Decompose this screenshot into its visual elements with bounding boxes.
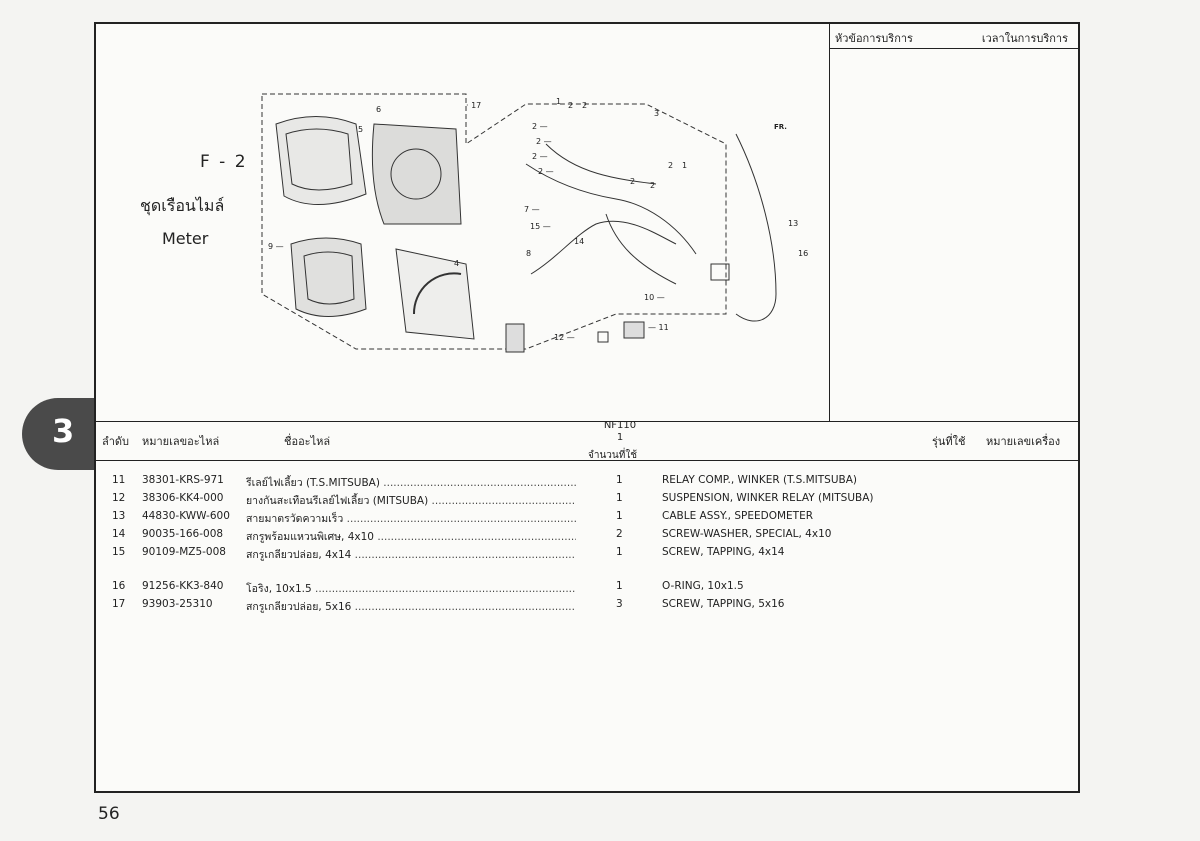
section-tab — [22, 398, 94, 470]
service-topic-label: หัวข้อการบริการ — [835, 32, 913, 45]
table-cell: 13 — [112, 510, 126, 522]
svg-text:FR.: FR. — [774, 123, 787, 131]
svg-text:2: 2 — [630, 177, 636, 186]
table-cell: ยางกันสะเทือนรีเลย์ไฟเลี้ยว (MITSUBA) ..... — [246, 492, 576, 509]
table-row — [96, 528, 1078, 544]
svg-text:4: 4 — [454, 259, 460, 268]
figure-code: F - 2 — [200, 152, 248, 172]
table-cell: 15 — [112, 546, 126, 558]
table-cell: 93903-25310 — [142, 598, 213, 610]
table-cell: รีเลย์ไฟเลี้ยว (T.S.MITSUBA) ..... — [246, 474, 576, 491]
table-row — [96, 510, 1078, 526]
col-engine-no: หมายเลขเครื่อง — [986, 435, 1061, 448]
svg-text:2: 2 — [568, 101, 574, 110]
model-code: NF110 — [603, 420, 637, 431]
table-row — [96, 580, 1078, 596]
col-qty-used: จำนวนที่ใช้ — [588, 450, 638, 461]
table-cell: SCREW, TAPPING, 4x14 — [662, 546, 785, 558]
table-cell: 1 — [616, 546, 623, 558]
svg-text:9 —: 9 — — [268, 242, 284, 251]
svg-text:2 —: 2 — — [532, 122, 548, 131]
svg-text:2: 2 — [650, 181, 656, 190]
svg-text:2 —: 2 — — [538, 167, 554, 176]
table-header-divider — [96, 460, 1078, 461]
table-cell: 38301-KRS-971 — [142, 474, 224, 486]
col-seq: ลำดับ — [102, 435, 130, 448]
svg-text:6: 6 — [376, 105, 382, 114]
meter-exploded-diagram — [256, 84, 826, 384]
table-row — [96, 474, 1078, 490]
service-header — [829, 24, 1078, 49]
svg-text:5: 5 — [358, 125, 364, 134]
table-cell: SCREW-WASHER, SPECIAL, 4x10 — [662, 528, 832, 540]
figure-title-thai: ชุดเรือนไมล์ — [140, 196, 225, 215]
svg-text:· 17: · 17 — [466, 101, 482, 110]
service-time-label: เวลาในการบริการ — [981, 32, 1068, 45]
table-cell: 16 — [112, 580, 126, 592]
table-cell: 14 — [112, 528, 126, 540]
page-number: 56 — [98, 804, 120, 824]
table-cell: สายมาตรวัดความเร็ว ..... — [246, 510, 576, 527]
col-part-name: ชื่ออะไหล่ — [284, 435, 331, 448]
col-model-used: รุ่นที่ใช้ — [932, 435, 966, 448]
section-number: 3 — [52, 412, 75, 450]
table-top-divider — [96, 421, 1078, 422]
svg-text:2 —: 2 — — [532, 152, 548, 161]
table-cell: 91256-KK3-840 — [142, 580, 224, 592]
figure-title-english: Meter — [162, 229, 209, 248]
table-cell: SUSPENSION, WINKER RELAY (MITSUBA) — [662, 492, 874, 504]
parts-page-frame — [94, 22, 1080, 793]
table-cell: 44830-KWW-600 — [142, 510, 230, 522]
table-cell: สกรูเกลียวปล่อย, 4x14 ..... — [246, 546, 576, 563]
table-cell: 3 — [616, 598, 623, 610]
table-cell: 1 — [616, 510, 623, 522]
table-cell: 38306-KK4-000 — [142, 492, 224, 504]
table-cell: 90109-MZ5-008 — [142, 546, 226, 558]
svg-text:16: 16 — [798, 249, 809, 258]
svg-text:2 —: 2 — — [536, 137, 552, 146]
svg-text:15 —: 15 — — [530, 222, 551, 231]
svg-text:7 —: 7 — — [524, 205, 540, 214]
table-row — [96, 546, 1078, 562]
table-cell: 12 — [112, 492, 126, 504]
table-row — [96, 492, 1078, 508]
col-model — [602, 420, 638, 444]
svg-text:8: 8 — [526, 249, 532, 258]
svg-text:— 11: — 11 — [648, 323, 669, 332]
table-cell: O-RING, 10x1.5 — [662, 580, 744, 592]
table-cell: 11 — [112, 474, 126, 486]
svg-text:1: 1 — [682, 161, 688, 170]
table-cell: 1 — [616, 580, 623, 592]
table-cell: โอริง, 10x1.5 ..... — [246, 580, 576, 597]
table-cell: 2 — [616, 528, 623, 540]
table-cell: 1 — [616, 492, 623, 504]
svg-text:12 —: 12 — — [554, 333, 575, 342]
table-cell: สกรูพร้อมแหวนพิเศษ, 4x10 ..... — [246, 528, 576, 545]
table-cell: 17 — [112, 598, 126, 610]
table-cell: CABLE ASSY., SPEEDOMETER — [662, 510, 814, 522]
model-num: 1 — [616, 432, 624, 443]
table-row — [96, 598, 1078, 614]
table-cell: 90035-166-008 — [142, 528, 224, 540]
table-cell: 1 — [616, 474, 623, 486]
table-cell: สกรูเกลียวปล่อย, 5x16 ..... — [246, 598, 576, 615]
svg-text:14: 14 — [574, 237, 585, 246]
svg-text:10 —: 10 — — [644, 293, 665, 302]
table-cell: RELAY COMP., WINKER (T.S.MITSUBA) — [662, 474, 857, 486]
svg-text:13: 13 — [788, 219, 799, 228]
service-column-divider — [829, 24, 830, 421]
svg-text:2: 2 — [668, 161, 674, 170]
svg-text:2: 2 — [582, 101, 588, 110]
table-cell: SCREW, TAPPING, 5x16 — [662, 598, 785, 610]
svg-text:1: 1 — [556, 97, 562, 106]
svg-text:3: 3 — [654, 109, 660, 118]
col-part-no: หมายเลขอะไหล่ — [142, 435, 220, 448]
